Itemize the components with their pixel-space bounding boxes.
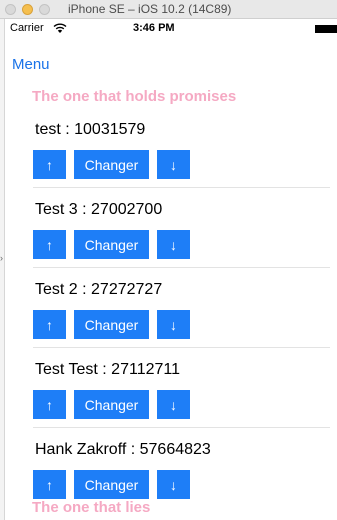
arrow-up-icon: ↑: [46, 156, 53, 173]
changer-button[interactable]: Changer: [74, 390, 149, 419]
move-down-button[interactable]: [157, 310, 190, 339]
list-item: [33, 115, 330, 195]
arrow-up-icon: ↑: [46, 236, 53, 253]
move-up-button[interactable]: [33, 150, 66, 179]
arrow-up-icon: ↑: [46, 396, 53, 413]
arrow-down-icon: ↓: [170, 156, 177, 173]
battery-icon: [315, 25, 337, 33]
move-up-button[interactable]: [33, 230, 66, 259]
changer-button[interactable]: Changer: [74, 470, 149, 499]
list-item: [33, 355, 330, 435]
changer-button[interactable]: Changer: [74, 150, 149, 179]
row-divider: [33, 187, 330, 188]
status-time: 3:46 PM: [133, 22, 175, 34]
chevron-right-icon: ›: [0, 253, 3, 263]
simulator-title-bar: [0, 0, 337, 19]
carrier-label: Carrier: [10, 22, 44, 34]
item-text: Test 2 : 27272727: [35, 281, 163, 298]
window-zoom-button[interactable]: [39, 4, 50, 15]
wifi-icon: [53, 22, 67, 34]
row-divider: [33, 347, 330, 348]
move-up-button[interactable]: [33, 310, 66, 339]
list-item: [33, 275, 330, 355]
move-down-button[interactable]: [157, 470, 190, 499]
menu-button[interactable]: Menu: [12, 56, 50, 73]
move-up-button[interactable]: [33, 470, 66, 499]
list-item: [33, 195, 330, 275]
item-text: test : 10031579: [35, 121, 146, 138]
status-bar: [5, 19, 337, 41]
window-left-edge: [0, 19, 5, 520]
arrow-down-icon: ↓: [170, 476, 177, 493]
arrow-down-icon: ↓: [170, 316, 177, 333]
move-down-button[interactable]: [157, 390, 190, 419]
row-divider: [33, 267, 330, 268]
item-text: Test 3 : 27002700: [35, 201, 163, 218]
window-close-button[interactable]: [5, 4, 16, 15]
item-list[interactable]: [33, 115, 330, 493]
arrow-up-icon: ↑: [46, 316, 53, 333]
changer-button[interactable]: Changer: [74, 230, 149, 259]
move-down-button[interactable]: [157, 230, 190, 259]
section-title-lies: The one that lies: [32, 499, 151, 516]
item-text: Hank Zakroff : 57664823: [35, 441, 211, 458]
move-down-button[interactable]: [157, 150, 190, 179]
item-text: Test Test : 27112711: [35, 361, 180, 378]
window-minimize-button[interactable]: [22, 4, 33, 15]
changer-button[interactable]: Changer: [74, 310, 149, 339]
window-title: iPhone SE – iOS 10.2 (14C89): [68, 2, 232, 16]
move-up-button[interactable]: [33, 390, 66, 419]
arrow-up-icon: ↑: [46, 476, 53, 493]
section-title-promises: The one that holds promises: [32, 88, 237, 105]
arrow-down-icon: ↓: [170, 396, 177, 413]
row-divider: [33, 427, 330, 428]
arrow-down-icon: ↓: [170, 236, 177, 253]
